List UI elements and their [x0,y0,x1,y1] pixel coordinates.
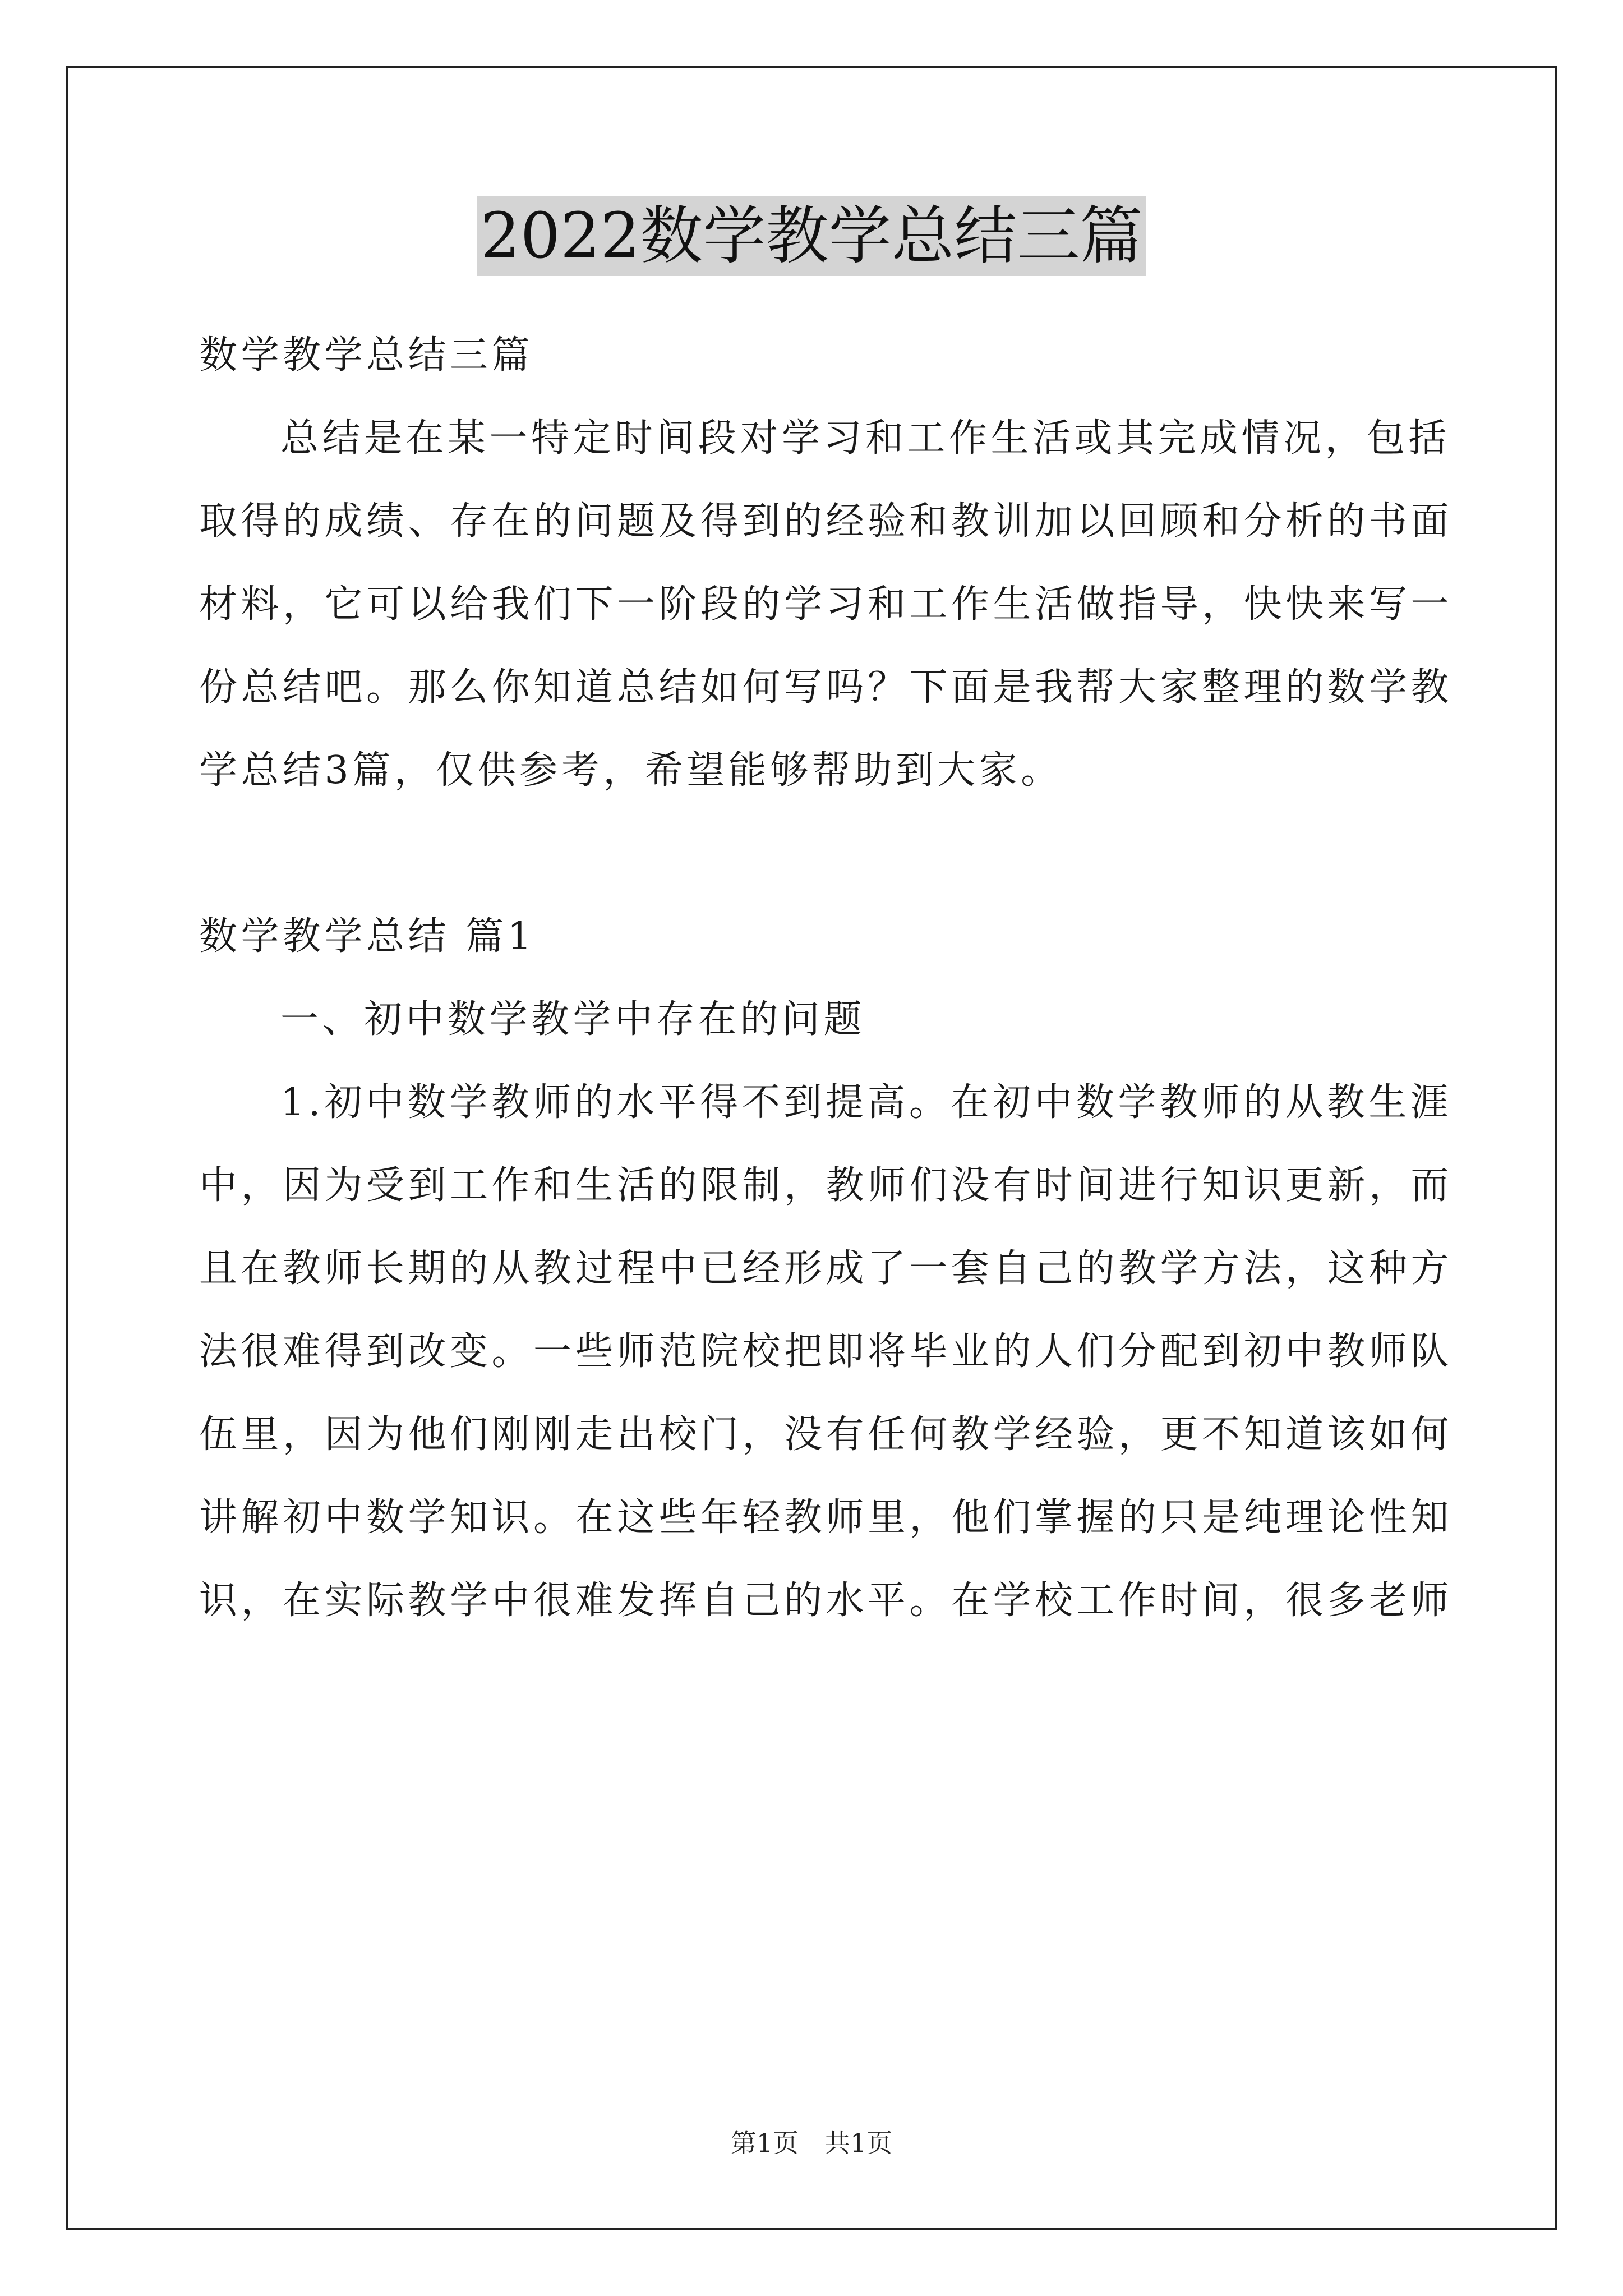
section1-line-3: 且在教师长期的从教过程中已经形成了一套自己的教学方法，这种方 [199,1246,1453,1291]
document-subtitle: 数学教学总结三篇 [199,333,534,378]
section1-line-5: 伍里，因为他们刚刚走出校门，没有任何教学经验，更不知道该如何 [199,1412,1453,1457]
section1-line-1: 1.初中数学教师的水平得不到提高。在初中数学教师的从教生涯 [280,1080,1453,1125]
intro-line-1: 总结是在某一特定时间段对学习和工作生活或其完成情况，包括 [280,416,1451,461]
section1-line-7: 识，在实际教学中很难发挥自己的水平。在学校工作时间，很多老师 [199,1579,1453,1623]
intro-line-2: 取得的成绩、存在的问题及得到的经验和教训加以回顾和分析的书面 [199,499,1453,544]
section1-subheading: 一、初中数学教学中存在的问题 [280,997,866,1042]
section1-line-2: 中，因为受到工作和生活的限制，教师们没有时间进行知识更新，而 [199,1163,1453,1208]
section1-line-4: 法很难得到改变。一些师范院校把即将毕业的人们分配到初中教师队 [199,1329,1453,1374]
document-title: 2022数学教学总结三篇 [477,196,1146,276]
paragraph-gap [199,812,1422,895]
title-wrap [0,196,1623,276]
intro-line-5: 学总结3篇，仅供参考，希望能够帮助到大家。 [199,748,1063,793]
section1-heading: 数学教学总结 篇1 [199,914,536,959]
page-footer: 第1页 共1页 [730,2128,893,2158]
intro-line-3: 材料，它可以给我们下一阶段的学习和工作生活做指导，快快来写一 [199,582,1453,627]
document-body [199,314,1453,1642]
section1-line-6: 讲解初中数学知识。在这些年轻教师里，他们掌握的只是纯理论性知 [199,1496,1453,1540]
intro-line-4: 份总结吧。那么你知道总结如何写吗？下面是我帮大家整理的数学教 [199,665,1453,710]
